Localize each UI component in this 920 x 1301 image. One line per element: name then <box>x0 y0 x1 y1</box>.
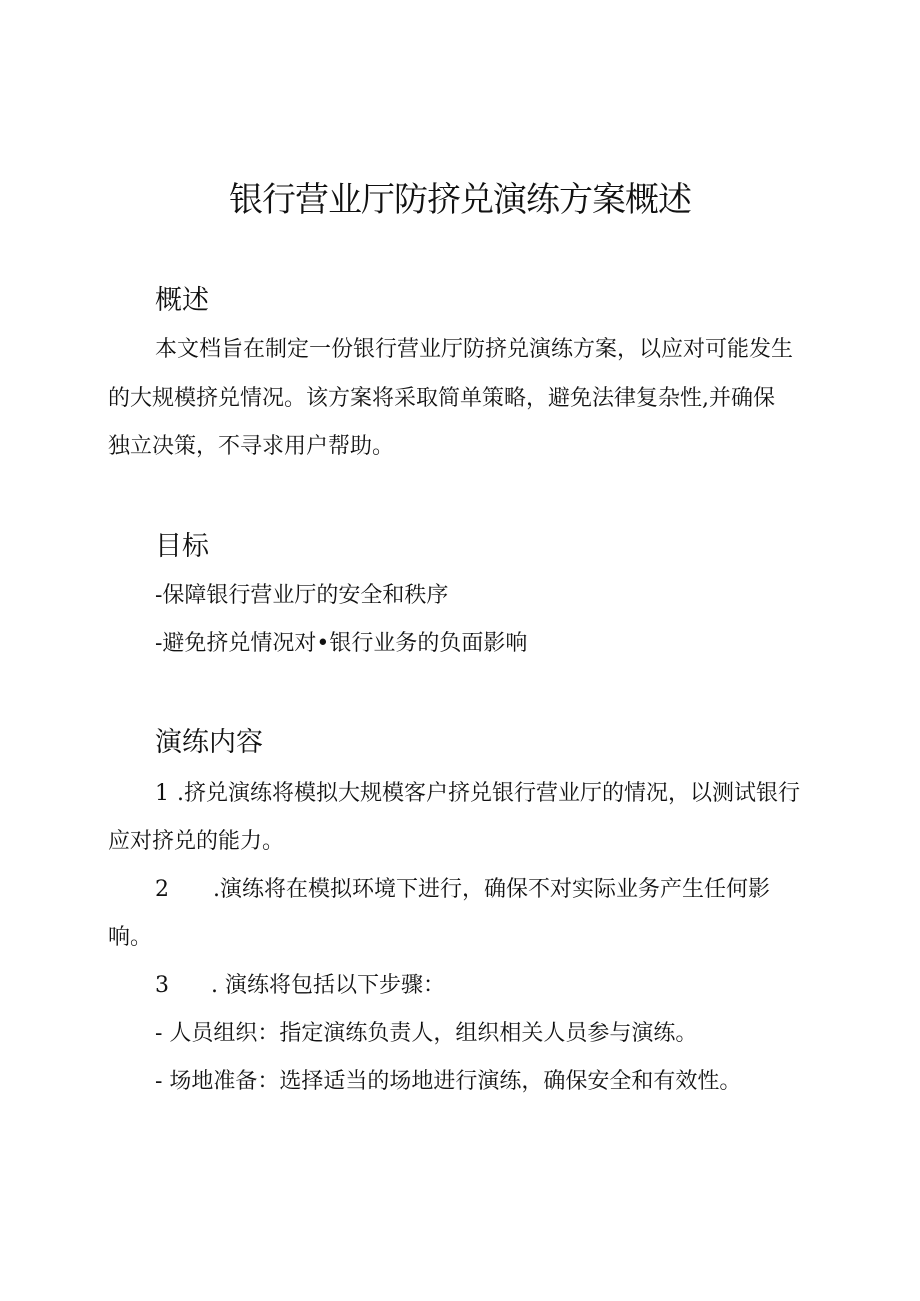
drill-step-1: - 人员组织：指定演练负责人，组织相关人员参与演练。 <box>155 1021 698 1046</box>
drill-item-number: 2 <box>155 877 169 902</box>
drill-item-2-continuation: 响。 <box>108 925 153 950</box>
goal-item-2: -避免挤兑情况对•银行业务的负面影响 <box>155 631 528 656</box>
overview-heading: 概述 <box>155 285 209 316</box>
overview-line-2: 的大规模挤兑情况。该方案将采取简单策略，避免法律复杂性,并确保 <box>108 386 775 411</box>
drill-item-text: .演练将在模拟环境下进行，确保不对实际业务产生任何影 <box>213 877 770 902</box>
goals-heading: 目标 <box>155 531 209 562</box>
drill-item-1 <box>155 779 800 809</box>
drill-item-1-continuation: 应对挤兑的能力。 <box>108 829 285 854</box>
drill-item-number: 1 <box>155 781 169 806</box>
drill-heading: 演练内容 <box>155 727 263 758</box>
goal-item-1: -保障银行营业厅的安全和秩序 <box>155 583 449 608</box>
overview-line-3: 独立决策，不寻求用户帮助。 <box>108 434 395 459</box>
drill-item-text: . 演练将包括以下步骤： <box>211 973 445 998</box>
drill-item-number: 3 <box>155 973 169 998</box>
overview-line-1: 本文档旨在制定一份银行营业厅防挤兑演练方案，以应对可能发生 <box>155 337 794 362</box>
document-title: 银行营业厅防挤兑演练方案概述 <box>229 180 691 220</box>
drill-step-2: - 场地准备：选择适当的场地进行演练，确保安全和有效性。 <box>155 1069 742 1094</box>
drill-item-text: .挤兑演练将模拟大规模客户挤兑银行营业厅的情况，以测试银行 <box>177 781 800 806</box>
drill-item-2 <box>155 875 770 905</box>
drill-item-3 <box>155 971 445 1001</box>
